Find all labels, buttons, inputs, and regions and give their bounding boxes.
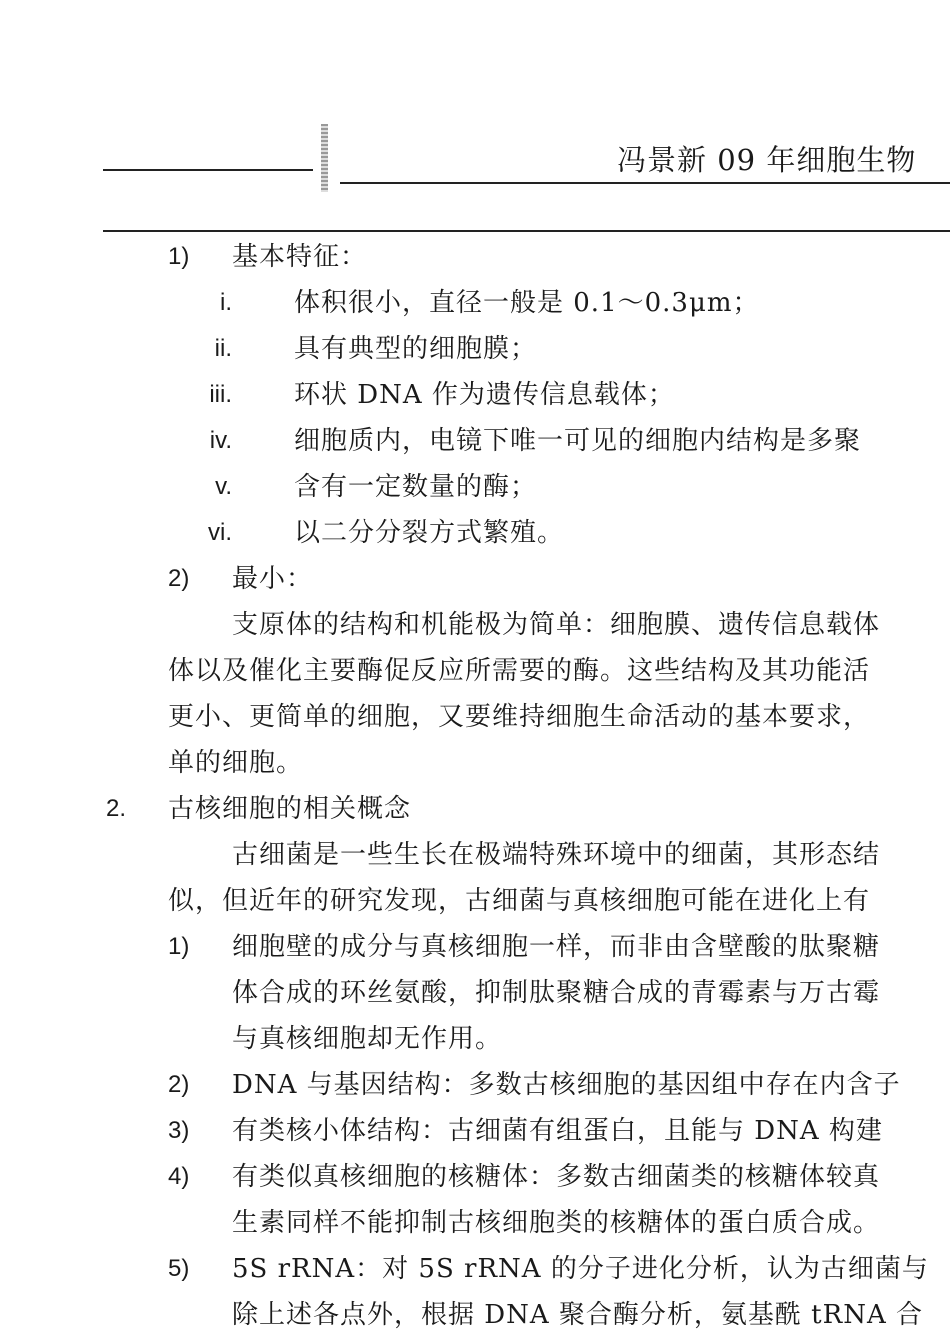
point-text: 有类核小体结构：古细菌有组蛋白，且能与 DNA 构建: [232, 1116, 883, 1146]
page-header-title: 冯景新 09 年细胞生物: [617, 143, 917, 177]
paragraph-line: 单的细胞。: [168, 748, 304, 778]
point-text: 与真核细胞却无作用。: [232, 1024, 503, 1054]
header-left-rule: [103, 169, 313, 171]
list-number: 1): [168, 933, 190, 960]
point-text: DNA 与基因结构：多数古核细胞的基因组中存在内含子: [232, 1070, 901, 1100]
feature-text: 环状 DNA 作为遗传信息载体；: [294, 380, 675, 410]
point-text: 除上述各点外，根据 DNA 聚合酶分析，氨基酰 tRNA 合: [232, 1300, 923, 1330]
list-number: 5): [168, 1255, 190, 1282]
paragraph-line: 支原体的结构和机能极为简单：细胞膜、遗传信息载体: [232, 610, 881, 640]
roman-number: iv.: [209, 427, 232, 454]
roman-number: vi.: [208, 519, 232, 546]
section-heading: 古核细胞的相关概念: [168, 794, 412, 824]
point-text: 细胞壁的成分与真核细胞一样，而非由含壁酸的肽聚糖: [232, 932, 881, 962]
list-item-heading: 最小：: [232, 564, 314, 594]
roman-number: v.: [215, 473, 232, 500]
point-text: 5S rRNA：对 5S rRNA 的分子进化分析，认为古细菌与: [232, 1254, 929, 1284]
paragraph-line: 体以及催化主要酶促反应所需要的酶。这些结构及其功能活: [168, 656, 871, 686]
section-number: 2.: [106, 795, 127, 822]
paragraph-line: 似，但近年的研究发现，古细菌与真核细胞可能在进化上有: [168, 886, 871, 916]
paragraph-line: 古细菌是一些生长在极端特殊环境中的细菌，其形态结: [232, 840, 881, 870]
roman-number: i.: [220, 289, 232, 316]
list-number: 3): [168, 1117, 190, 1144]
point-text: 有类似真核细胞的核糖体：多数古细菌类的核糖体较真: [232, 1162, 881, 1192]
roman-number: iii.: [209, 381, 232, 408]
feature-text: 含有一定数量的酶；: [294, 472, 538, 502]
feature-text: 具有典型的细胞膜；: [294, 334, 538, 364]
list-number: 2): [168, 1071, 190, 1098]
header-separator: [321, 124, 328, 192]
header-right-rule: [340, 182, 950, 184]
header-divider: [103, 230, 950, 232]
feature-text: 细胞质内，电镜下唯一可见的细胞内结构是多聚: [294, 426, 862, 456]
roman-number: ii.: [214, 335, 232, 362]
list-item-heading: 基本特征：: [232, 242, 368, 272]
list-number: 4): [168, 1163, 190, 1190]
point-text: 生素同样不能抑制古核细胞类的核糖体的蛋白质合成。: [232, 1208, 881, 1238]
feature-text: 以二分分裂方式繁殖。: [294, 518, 565, 548]
list-number: 2): [168, 565, 190, 592]
feature-text: 体积很小，直径一般是 0.1～0.3μm；: [294, 288, 760, 318]
paragraph-line: 更小、更简单的细胞，又要维持细胞生命活动的基本要求，: [168, 702, 871, 732]
list-number: 1): [168, 243, 190, 270]
point-text: 体合成的环丝氨酸，抑制肽聚糖合成的青霉素与万古霉: [232, 978, 881, 1008]
